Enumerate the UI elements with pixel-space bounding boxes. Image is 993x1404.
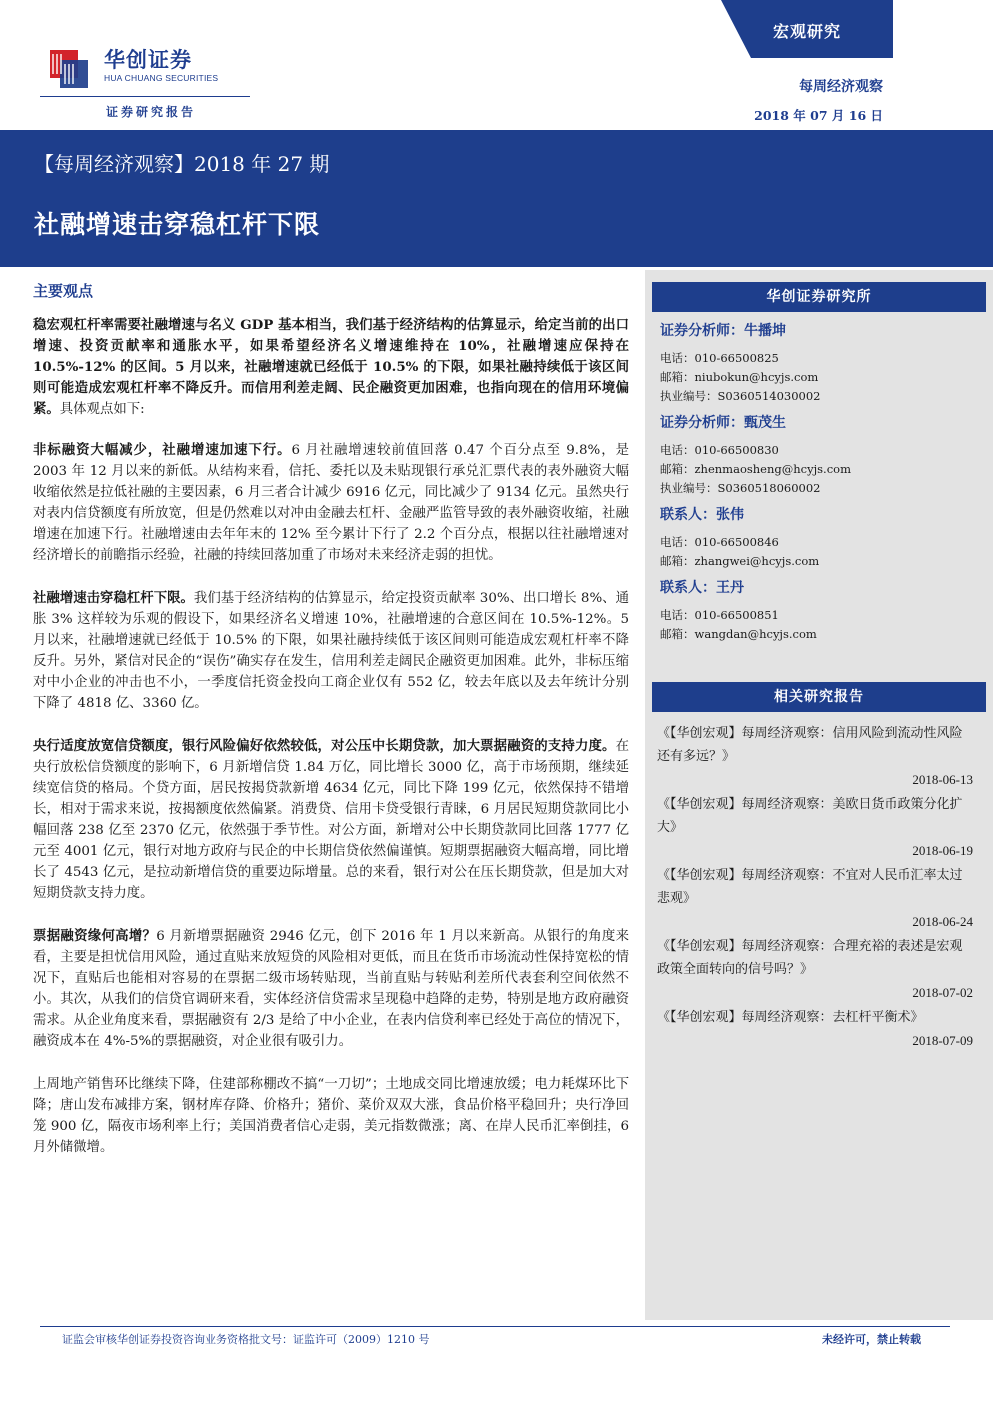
- contact-card: [660, 504, 980, 571]
- company-logo: [50, 44, 94, 88]
- analyst-name: 证券分析师：甄茂生: [660, 415, 786, 431]
- paragraph-body: 6 月新增票据融资 2946 亿元，创下 2016 年 1 月以来新高。从银行的角度来看，主要是担忧信用风险，通过直贴来放短贷的风险相对更低，而且在货币市场流动性保持宽松的情况下，直贴后也能相对容易的在票据二级市场转贴现，当前直贴与转贴利差所代表套利空间依然不小。其次，从我们的信贷官调研来看，实体经济信贷需求呈现稳中趋降的走势，特别是地方政府融资需求。从企业角度来看，票据融资有 2/3 是给了中小企业，在表内信贷利率已经处于高位的情况下，融资成本在 4%-5%的票据融资，对企业很有吸引力。: [33, 929, 630, 1049]
- section-title: 主要观点: [33, 282, 94, 300]
- related-report-date: 2018-06-13: [912, 772, 973, 787]
- related-report-date: 2018-07-09: [912, 1033, 973, 1048]
- paragraph-body: 我们基于经济结构的估算显示，给定投资贡献率 30%、出口增长 8%、通胀 3% 这样较为乐观的假设下，如果经济名义增速 10%，社融增速的合意区间在 10.5%-12%。5 月以来，社融增速就已经低于 10.5% 的下限，如果社融持续低于该区间则可能造成宏观杠杆率不降反升。另外，紧信对民企的“误伤”确实存在发生，信用利差走阔民企融资更加困难。此外，非标压缩对中小企业的冲击也不小，一季度信托资金投向工商企业仅有 552 亿，较去年底以及去年统计分别下降了 4818 亿、3360 亿。: [33, 591, 629, 711]
- related-report-date: 2018-06-24: [912, 914, 973, 929]
- viewpoint-paragraph: [33, 926, 629, 1052]
- related-report-item[interactable]: [657, 1006, 973, 1052]
- analyst-license: 执业编号：S0360514030002: [660, 389, 821, 403]
- related-report-item[interactable]: [657, 793, 973, 862]
- brand-name-en: HUA CHUANG SECURITIES: [104, 73, 219, 83]
- report-type: 证券研究报告: [106, 105, 197, 119]
- related-reports-heading: 相关研究报告: [652, 682, 986, 712]
- related-report-title[interactable]: 《【华创宏观】每周经济观察：信用风险到流动性风险还有多远？》: [657, 726, 963, 764]
- related-report-title[interactable]: 《【华创宏观】每周经济观察：去杠杆平衡术》: [657, 1010, 924, 1025]
- footer-license: 证监会审核华创证券投资咨询业务资格批文号：证监许可（2009）1210 号: [62, 1333, 430, 1346]
- related-report-title[interactable]: 《【华创宏观】每周经济观察：合理充裕的表述是宏观政策全面转向的信号吗？》: [657, 939, 963, 977]
- main-content: [33, 280, 629, 1180]
- analyst-email[interactable]: 邮箱：niubokun@hcyjs.com: [660, 370, 819, 384]
- viewpoint-paragraph: [33, 588, 629, 714]
- paragraph-body: 具体观点如下:: [59, 402, 145, 417]
- contact-name: 联系人：王丹: [660, 580, 744, 596]
- contact-phone: 电话：010-66500851: [660, 608, 779, 622]
- category-tag: 宏观研究: [772, 22, 841, 41]
- analyst-name: 证券分析师：牛播坤: [660, 323, 786, 339]
- paragraph-lead: 稳宏观杠杆率需要社融增速与名义 GDP 基本相当，我们基于经济结构的估算显示，给定当前的出口增速、投资贡献率和通胀水平，如果希望经济名义增速维持在 10%，社融增速应保持在 10.5%-12% 的区间。5 月以来，社融增速就已经低于 10.5% 的下限，如果社融持续低于该区间则可能造成宏观杠杆率不降反升。而信用利差走阔、民企融资更加困难，也指向现在的信用环境偏紧。: [33, 317, 629, 417]
- related-report-date: 2018-06-19: [912, 843, 973, 858]
- analyst-card: [660, 320, 980, 406]
- viewpoint-paragraph: [33, 440, 629, 566]
- weekly-summary-paragraph: [33, 1074, 629, 1158]
- report-title: 社融增速击穿稳杠杆下限: [34, 210, 321, 239]
- contact-email[interactable]: 邮箱：zhangwei@hcyjs.com: [660, 554, 820, 568]
- analyst-card: [660, 412, 980, 498]
- analyst-list: [660, 320, 980, 650]
- brand-name: 华创证券: [104, 48, 192, 72]
- related-report-title[interactable]: 《【华创宏观】每周经济观察：美欧日货币政策分化扩大》: [657, 797, 963, 835]
- analyst-license: 执业编号：S0360518060002: [660, 481, 821, 495]
- related-report-title[interactable]: 《【华创宏观】每周经济观察：不宜对人民币汇率太过悲观》: [657, 868, 963, 906]
- logo-divider: [40, 96, 250, 97]
- related-report-item[interactable]: [657, 864, 973, 933]
- paragraph-body: 6 月社融增速较前值回落 0.47 个百分点至 9.8%，是 2003 年 12 月以来的新低。从结构来看，信托、委托以及未贴现银行承兑汇票代表的表外融资大幅收缩依然是拉低社融的主要因素，6 月三者合计减少 6916 亿元，同比减少了 9134 亿元。虽然央行对表内信贷额度有所放宽，但是仍然难以对冲由金融去杠杆、金融严监管导致的表外融资收缩，社融增速在加速下行。社融增速由去年年末的 12% 至今累计下行了 2.2 个百分点，根据以往社融增速对经济增长的前瞻指示经验，社融的持续回落加重了市场对未来经济走弱的担忧。: [33, 443, 629, 563]
- related-report-date: 2018-07-02: [912, 985, 973, 1000]
- series-name: 每周经济观察: [799, 79, 883, 95]
- paragraph-lead: 票据融资缘何高增？: [33, 928, 157, 944]
- summary-paragraph: [33, 315, 629, 420]
- contact-phone: 电话：010-66500846: [660, 535, 779, 549]
- related-report-item[interactable]: [657, 722, 973, 791]
- paragraph-lead: 央行适度放宽信贷额度，银行风险偏好依然较低，对公压中长期贷款，加大票据融资的支持力度。: [33, 738, 616, 754]
- paragraph-lead: 社融增速击穿稳杠杆下限。: [33, 590, 194, 606]
- contact-card: [660, 577, 980, 644]
- contact-email[interactable]: 邮箱：wangdan@hcyjs.com: [660, 627, 817, 641]
- paragraph-body: 在央行放松信贷额度的影响下，6 月新增信贷 1.84 万亿，同比增长 3000 亿，高于市场预期，继续延续宽信贷的格局。个贷方面，居民按揭贷款新增 4634 亿元，同比下降 199 亿元，依然保持不错增长，相对于需求来说，按揭额度依然偏紧。消费贷、信用卡贷受银行青睐，6 月居民短期贷款同比小幅回落 238 亿至 2370 亿元，依然强于季节性。对公方面，新增对公中长期贷款同比回落 1777 亿元至 4001 亿元，银行对地方政府与民企的中长期信贷依然偏谨慎。短期票据融资大幅高增，同比增长了 4543 亿元，是拉动新增信贷的重要边际增量。总的来看，银行对公在压长期贷款，但是加大对短期贷款支持力度。: [33, 739, 629, 901]
- report-date: 2018 年 07 月 16 日: [754, 108, 883, 123]
- issue-subtitle: 【每周经济观察】2018 年 27 期: [34, 152, 330, 176]
- institute-heading: 华创证券研究所: [652, 282, 986, 312]
- footer-notice: 未经许可，禁止转载: [822, 1333, 921, 1346]
- analyst-email[interactable]: 邮箱：zhenmaosheng@hcyjs.com: [660, 462, 851, 476]
- analyst-phone: 电话：010-66500825: [660, 351, 779, 365]
- related-report-list: [657, 722, 973, 1054]
- related-report-item[interactable]: [657, 935, 973, 1004]
- paragraph-body: 上周地产销售环比继续下降，住建部称棚改不搞“一刀切”；土地成交同比增速放缓；电力耗煤环比下降；唐山发布减排方案，钢材库存降、价格升；猪价、菜价双双大涨，食品价格平稳回升；央行净回笼 900 亿，隔夜市场利率上行；美国消费者信心走弱，美元指数微涨；离、在岸人民币汇率倒挂，6 月外储微增。: [33, 1077, 629, 1155]
- paragraph-lead: 非标融资大幅减少，社融增速加速下行。: [33, 442, 292, 458]
- analyst-phone: 电话：010-66500830: [660, 443, 779, 457]
- footer-divider: [40, 1326, 950, 1327]
- viewpoint-paragraph: [33, 736, 629, 904]
- contact-name: 联系人：张伟: [660, 507, 744, 523]
